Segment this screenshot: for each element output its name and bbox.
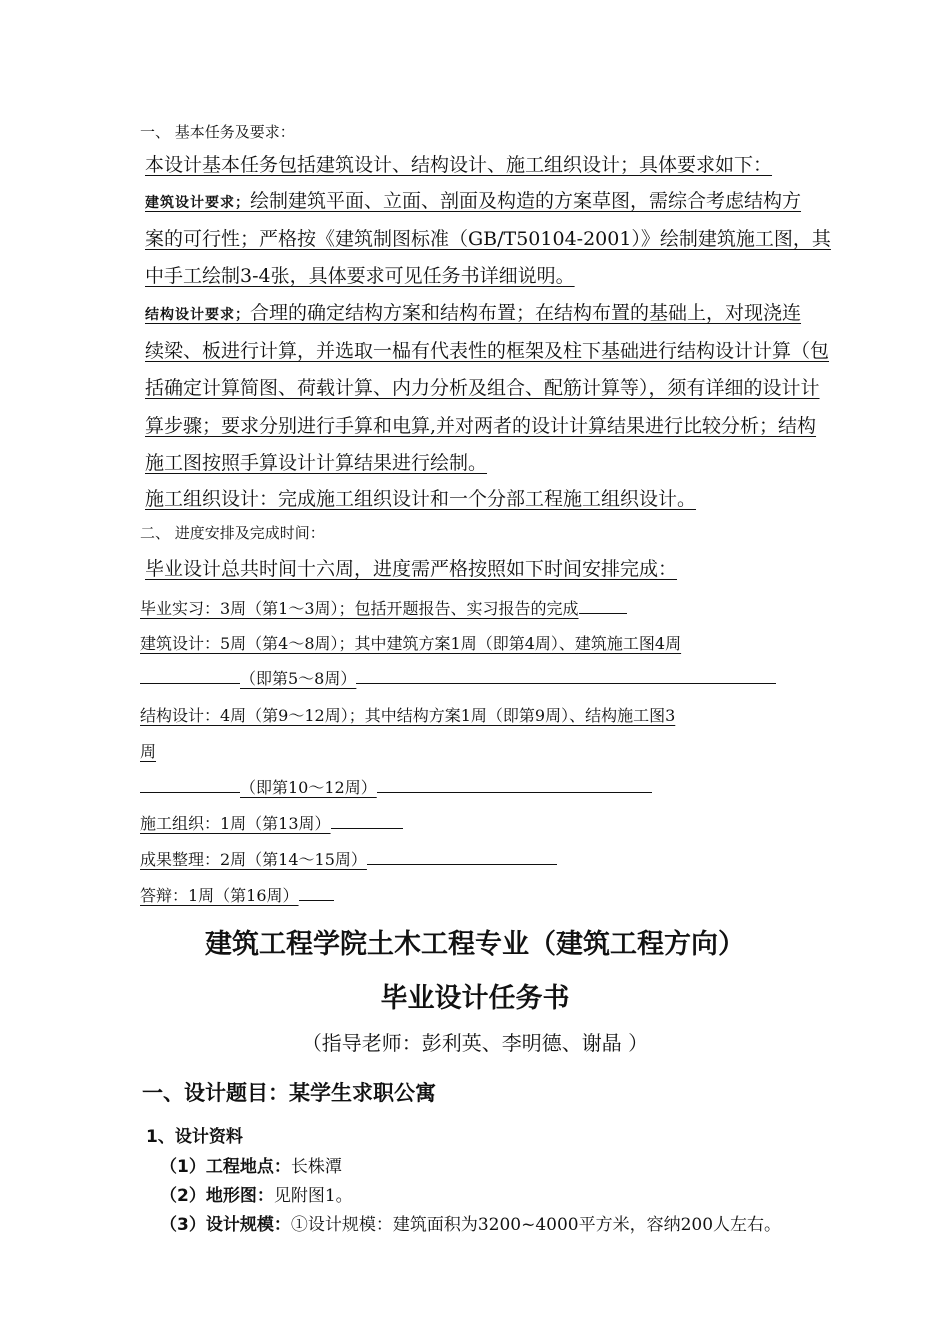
design-item-label: （2）地形图： xyxy=(160,1186,274,1206)
section2-heading: 二、 进度安排及完成时间： xyxy=(140,524,325,542)
schedule-internship xyxy=(140,596,627,619)
arch-requirement-line-2: 案的可行性；严格按《建筑制图标准（GB/T50104-2001）》绘制建筑施工图，其 xyxy=(145,228,831,250)
struct-requirement-text-1: 合理的确定结构方案和结构布置；在结构布置的基础上，对现浇连 xyxy=(250,302,802,324)
schedule-structure-wrap-text: 周 xyxy=(140,742,157,761)
schedule-architecture-text: 建筑设计：5周（第4～8周）；其中建筑方案1周（即第4周）、建筑施工图4周 xyxy=(140,634,682,653)
design-item-value: ①设计规模：建筑面积为3200~4000平方米，容纳200人左右。 xyxy=(290,1215,782,1235)
schedule-architecture-cont xyxy=(140,666,776,689)
design-topic-heading: 一、设计题目：某学生求职公寓 xyxy=(142,1081,436,1105)
schedule-structure-cont xyxy=(140,775,652,798)
design-item-label: （3）设计规模： xyxy=(160,1215,291,1235)
arch-requirement-line-3: 中手工绘制3-4张，具体要求可见任务书详细说明。 xyxy=(145,265,575,287)
section1-intro: 本设计基本任务包括建筑设计、结构设计、施工组织设计；具体要求如下： xyxy=(145,154,773,176)
design-item-value: 见附图1。 xyxy=(273,1186,353,1206)
design-item-scale xyxy=(160,1210,781,1235)
design-item-label: （1）工程地点： xyxy=(160,1157,291,1177)
design-item-location xyxy=(160,1152,342,1177)
struct-requirement-line-5: 施工图按照手算设计计算结果进行绘制。 xyxy=(145,452,488,474)
advisors-line: （指导老师：彭利英、李明德、谢晶 ） xyxy=(301,1031,649,1055)
struct-requirement-label: 结构设计要求； xyxy=(145,307,250,323)
schedule-defense xyxy=(140,883,334,906)
design-item-topography xyxy=(160,1181,353,1206)
design-data-heading: 1、设计资料 xyxy=(146,1127,243,1147)
arch-requirement-line-1 xyxy=(145,188,801,216)
schedule-internship-text: 毕业实习：3周（第1～3周）；包括开题报告、实习报告的完成 xyxy=(140,599,579,618)
construction-requirement: 施工组织设计：完成施工组织设计和一个分部工程施工组织设计。 xyxy=(145,488,697,510)
section1-heading: 一、 基本任务及要求： xyxy=(140,123,295,141)
arch-requirement-text-1: 绘制建筑平面、立面、剖面及构造的方案草图，需综合考虑结构方 xyxy=(250,190,802,212)
schedule-construction xyxy=(140,811,403,834)
schedule-structure-text: 结构设计：4周（第9～12周）；其中结构方案1周（即第9周）、结构施工图3 xyxy=(140,706,676,725)
struct-requirement-line-4: 算步骤；要求分别进行手算和电算,并对两者的设计计算结果进行比较分析；结构 xyxy=(145,415,817,437)
schedule-construction-text: 施工组织：1周（第13周） xyxy=(140,814,331,833)
schedule-architecture xyxy=(140,631,681,654)
schedule-results xyxy=(140,847,557,870)
arch-requirement-label: 建筑设计要求； xyxy=(145,195,250,211)
schedule-results-text: 成果整理：2周（第14～15周） xyxy=(140,850,367,869)
schedule-architecture-cont-text: （即第5～8周） xyxy=(240,669,357,688)
design-item-value: 长株潭 xyxy=(290,1157,342,1177)
struct-requirement-line-1 xyxy=(145,300,801,328)
schedule-structure-wrap xyxy=(140,739,156,762)
struct-requirement-line-2: 续梁、板进行计算，并选取一榀有代表性的框架及柱下基础进行结构设计计算（包 xyxy=(145,340,830,362)
schedule-intro: 毕业设计总共时间十六周，进度需严格按照如下时间安排完成： xyxy=(145,558,678,580)
schedule-structure-cont-text: （即第10～12周） xyxy=(240,778,377,797)
document-title: 建筑工程学院土木工程专业（建筑工程方向） xyxy=(205,929,745,960)
document-subtitle: 毕业设计任务书 xyxy=(380,983,570,1014)
struct-requirement-line-3: 括确定计算简图、荷载计算、内力分析及组合、配筋计算等），须有详细的设计计 xyxy=(145,377,820,399)
schedule-structure xyxy=(140,703,675,726)
schedule-defense-text: 答辩：1周（第16周） xyxy=(140,886,299,905)
